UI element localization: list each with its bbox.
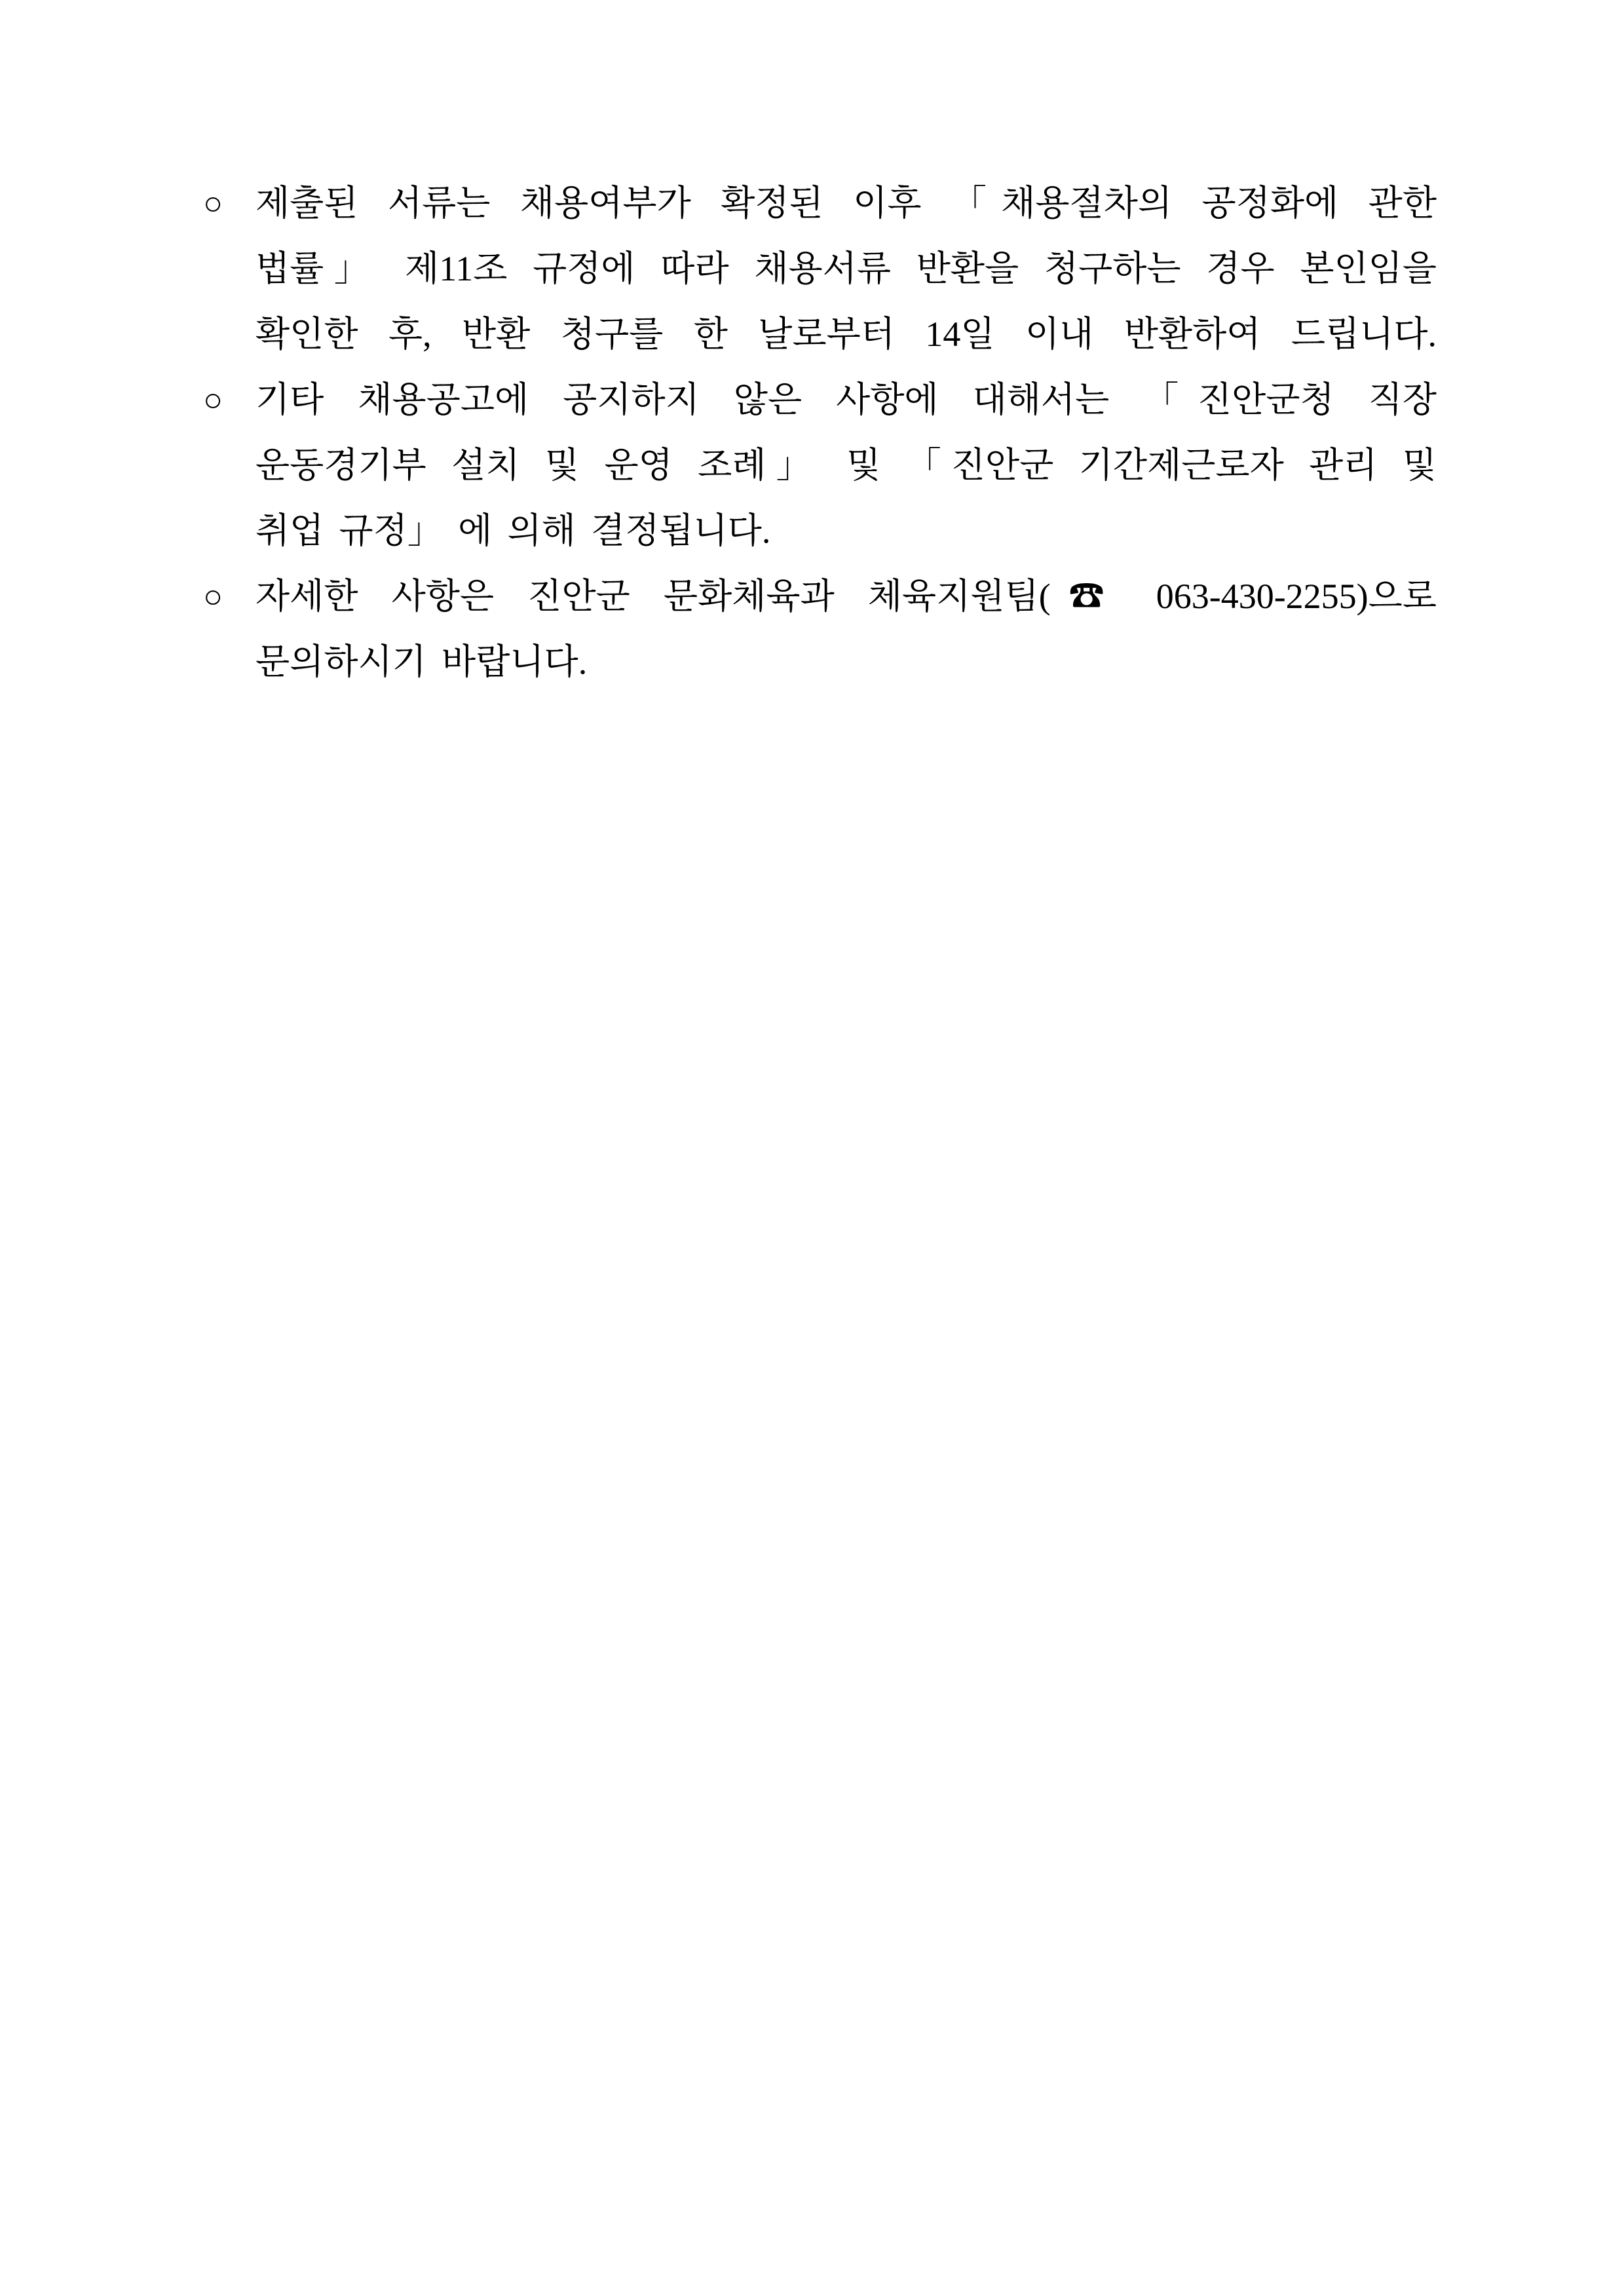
bullet-paragraph — [255, 367, 1437, 564]
text-line: 법률」 제11조 규정에 따라 채용서류 반환을 청구하는 경우 본인임을 — [255, 249, 1437, 288]
circle-bullet-icon: ○ — [203, 381, 223, 418]
bullet-paragraph — [255, 170, 1437, 367]
bullet-item-contact-info — [203, 564, 1437, 695]
document-content — [203, 170, 1437, 695]
text-line: 기타 채용공고에 공지하지 않은 사항에 대해서는 「진안군청 직장 — [255, 380, 1437, 419]
circle-bullet-icon: ○ — [203, 578, 223, 615]
text-line-with-phone: 자세한 사항은 진안군 문화체육과 체육지원팀(☎ 063-430-2255)으로 — [255, 577, 1437, 616]
text-line: 확인한 후, 반환 청구를 한 날로부터 14일 이내 반환하여 드립니다. — [255, 315, 1437, 354]
text-line: 제출된 서류는 채용여부가 확정된 이후 「채용절차의 공정화에 관한 — [255, 183, 1437, 223]
bullet-item-other-regulations — [203, 367, 1437, 564]
text-line: 취업 규정」 에 의해 결정됩니다. — [255, 511, 771, 550]
circle-bullet-icon: ○ — [203, 185, 223, 221]
text-line: 문의하시기 바랍니다. — [255, 642, 588, 681]
text-line: 운동경기부 설치 및 운영 조례」 및 「진안군 기간제근로자 관리 및 — [255, 446, 1437, 485]
bullet-paragraph — [255, 564, 1437, 695]
bullet-item-document-return — [203, 170, 1437, 367]
